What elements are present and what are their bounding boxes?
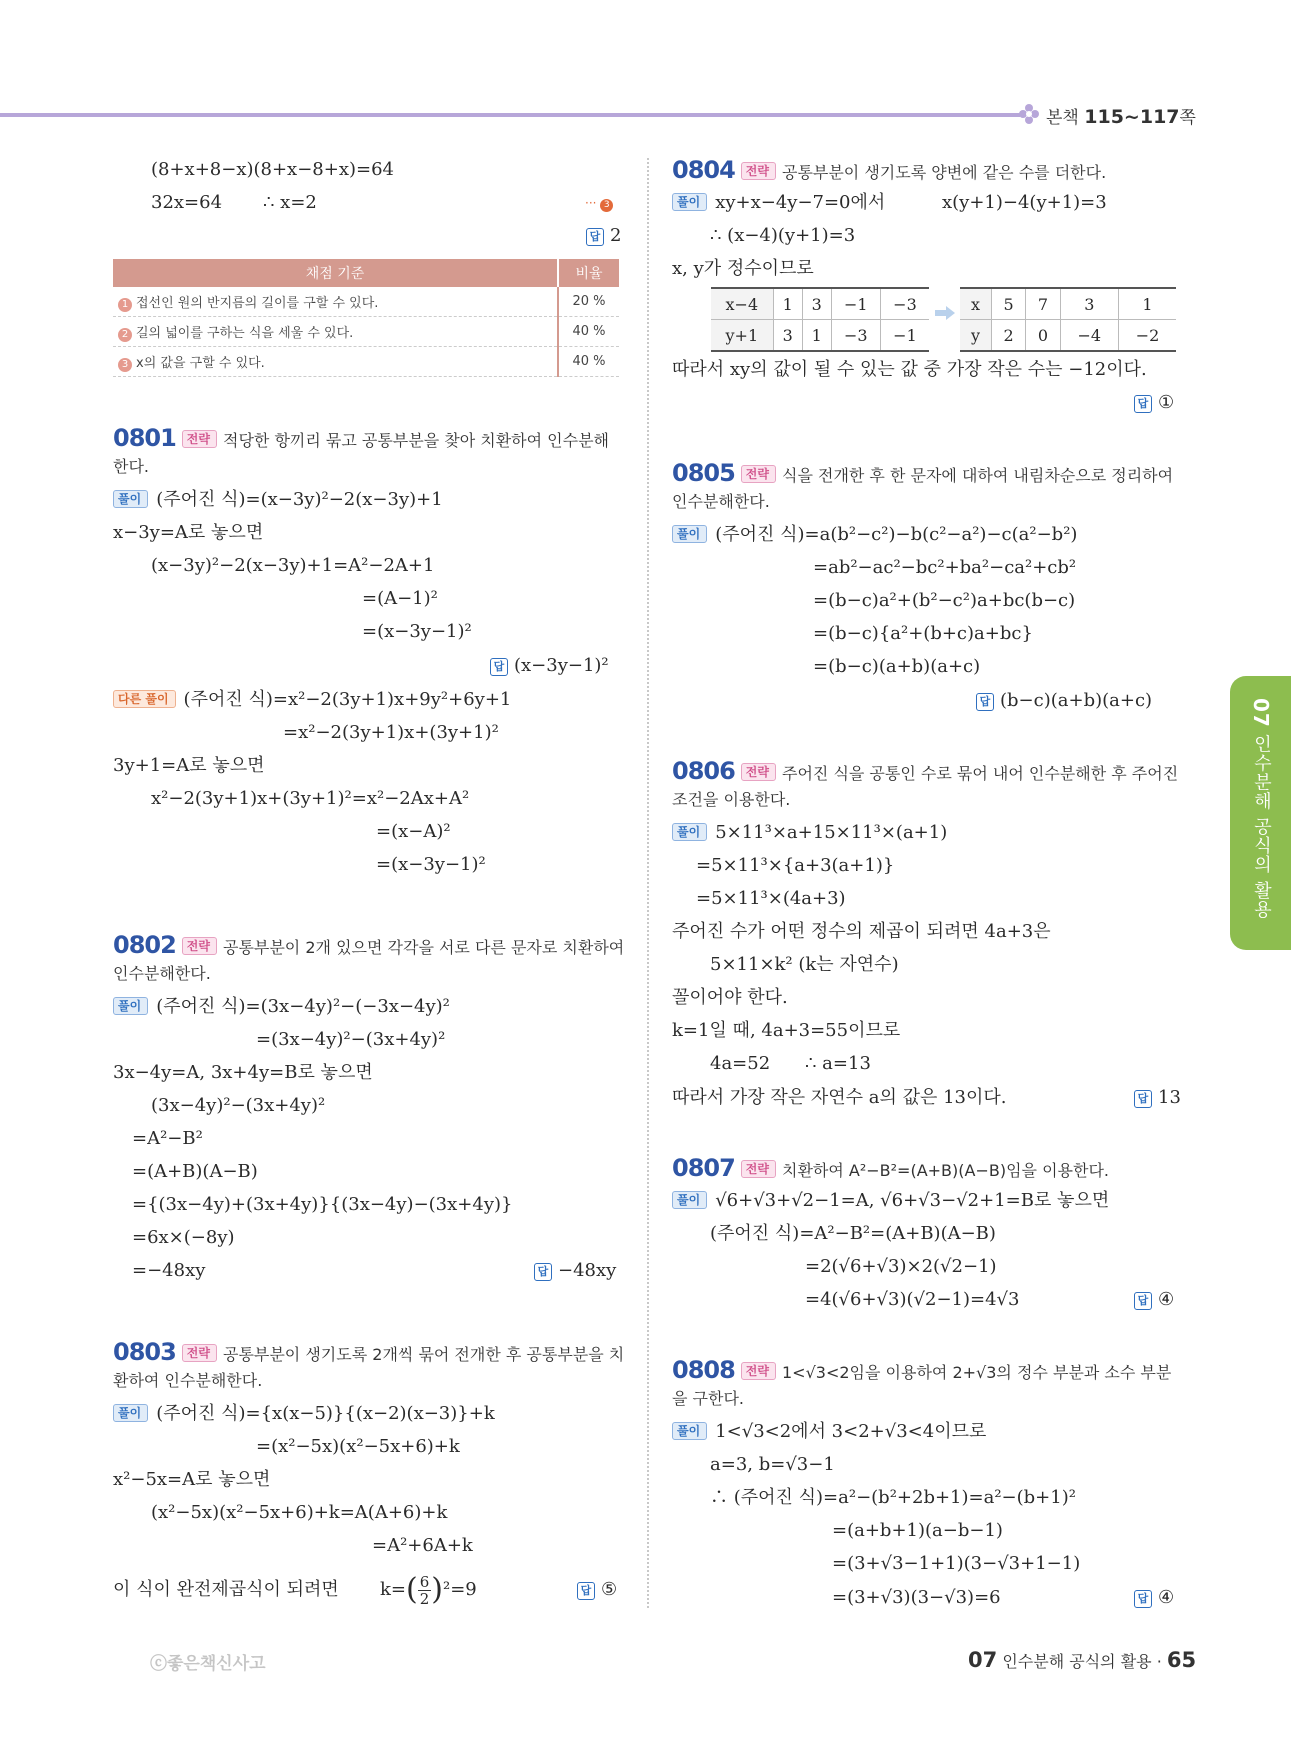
math-line: =A²−B² (132, 1128, 203, 1149)
prev-line-1: (8+x+8−x)(8+x−8+x)=64 (151, 159, 394, 180)
table-cell: 5 (991, 288, 1025, 320)
chapter-side-tab[interactable] (1230, 676, 1291, 950)
answer-icon: 답 (1134, 1090, 1152, 1108)
grading-header-ratio: 비율 (558, 259, 619, 287)
solution-tag: 풀이 (672, 525, 707, 543)
fraction-denominator: 2 (419, 1589, 430, 1608)
strategy-tag: 전략 (741, 1362, 776, 1380)
math-line: =(3+√3)(3−√3)=6 (832, 1587, 1001, 1608)
math-line: =(A+B)(A−B) (132, 1161, 258, 1182)
problem-number: 0805 (672, 459, 735, 487)
footer-separator: · (1156, 1652, 1162, 1671)
math-line: (주어진 식)=A²−B²=(A+B)(A−B) (710, 1223, 996, 1244)
math-line: (x²−5x)(x²−5x+6)+k=A(A+6)+k (151, 1502, 448, 1523)
math-line: =(x²−5x)(x²−5x+6)+k (256, 1436, 460, 1457)
solution-line (672, 523, 1077, 547)
math-line: =4(√6+√3)(√2−1)=4√3 (805, 1289, 1020, 1310)
math-line: xy+x−4y−7=0에서 (715, 192, 886, 213)
math-line: =(A−1)² (362, 588, 438, 609)
table-cell: −4 (1060, 320, 1118, 352)
criteria-text: x의 값을 구할 수 있다. (136, 355, 265, 371)
prev-answer-value: 2 (610, 225, 622, 246)
strategy-text: 주어진 식을 공통인 수로 묶어 내어 인수분해한 후 주어진 (781, 764, 1179, 783)
solution-line (672, 1189, 1109, 1213)
table-row (711, 320, 929, 352)
math-line: 이 식이 완전제곱식이 되려면 (113, 1579, 339, 1600)
math-line: ∴ a=13 (805, 1053, 871, 1074)
other-solution-tag: 다른 풀이 (113, 690, 176, 708)
math-line: =x²−2(3y+1)x+(3y+1)² (283, 722, 499, 743)
solution-tag: 풀이 (113, 997, 148, 1015)
strategy-tag: 전략 (741, 465, 776, 483)
table-cell: −3 (831, 320, 880, 352)
criteria-ratio: 20 % (558, 287, 619, 317)
problem-number: 0808 (672, 1356, 735, 1384)
table-row (113, 317, 619, 347)
arrow-right-icon (933, 305, 957, 321)
table-cell: 1 (802, 320, 831, 352)
problem-number: 0806 (672, 757, 735, 785)
problem-number: 0802 (113, 931, 176, 959)
answer-0805 (976, 689, 1152, 713)
math-line: ∴ (주어진 식)=a²−(b²+2b+1)=a²−(b+1)² (710, 1487, 1076, 1508)
side-tab-label (1248, 698, 1274, 919)
problem-number: 0804 (672, 156, 735, 184)
answer-value: (x−3y−1)² (514, 655, 609, 676)
table-cell: −2 (1119, 320, 1177, 352)
math-line: 5×11×k² (k는 자연수) (710, 954, 899, 975)
k-result: ²=9 (442, 1579, 477, 1600)
answer-icon: 답 (490, 658, 508, 676)
strategy-text-cont: 환하여 인수분해한다. (113, 1371, 263, 1390)
math-line: =(3x−4y)²−(3x+4y)² (256, 1029, 446, 1050)
table-row (113, 347, 619, 377)
solution-line (113, 995, 450, 1019)
criteria-text: 접선인 원의 반지름의 길이를 구할 수 있다. (136, 295, 379, 311)
solution-line (672, 191, 885, 215)
footer-chapter-number: 07 (968, 1648, 998, 1672)
prev-answer (586, 224, 621, 248)
math-line: 따라서 xy의 값이 될 수 있는 값 중 가장 작은 수는 −12이다. (672, 359, 1147, 380)
solution-tag: 풀이 (672, 823, 707, 841)
table-row-header: y+1 (711, 320, 773, 352)
solution-line (113, 1402, 495, 1426)
problem-0807-header (672, 1156, 1109, 1183)
math-line: (3x−4y)²−(3x+4y)² (151, 1095, 326, 1116)
solution-tag: 풀이 (113, 490, 148, 508)
math-line: =(b−c){a²+(b+c)a+bc} (813, 623, 1033, 644)
strategy-text-cont: 한다. (113, 457, 149, 476)
strategy-text: 1<√3<2임을 이용하여 2+√3의 정수 부분과 소수 부분 (781, 1363, 1172, 1382)
problem-0805-header (672, 461, 1173, 488)
problem-0803-header (113, 1340, 624, 1367)
answer-0803 (577, 1578, 617, 1602)
answer-icon: 답 (1134, 395, 1152, 413)
answer-0806 (1134, 1086, 1181, 1110)
criteria-number: 2 (118, 328, 132, 342)
math-line: ={(3x−4y)+(3x+4y)}{(3x−4y)−(3x+4y)} (132, 1194, 513, 1215)
answer-value: ④ (1158, 1289, 1175, 1310)
step-marker (585, 191, 613, 215)
table-cell: 2 (991, 320, 1025, 352)
strategy-text: 적당한 항끼리 묶고 공통부분을 찾아 치환하여 인수분해 (222, 431, 609, 450)
math-line: (주어진 식)=(x−3y)²−2(x−3y)+1 (156, 489, 443, 510)
math-line: =(x−3y−1)² (362, 621, 472, 642)
table-cell: 3 (802, 288, 831, 320)
criteria-number: 1 (118, 298, 132, 312)
math-line: =(b−c)(a+b)(a+c) (813, 656, 981, 677)
math-line: x²−5x=A로 놓으면 (113, 1469, 271, 1490)
solution-line (672, 821, 947, 845)
prev-line-2b: ∴ x=2 (263, 192, 317, 213)
math-line: (주어진 식)=x²−2(3y+1)x+9y²+6y+1 (183, 689, 512, 710)
side-tab-title: 인수분해 공식의 활용 (1251, 734, 1272, 920)
paren-right: ) (431, 1572, 443, 1607)
answer-icon: 답 (1134, 1590, 1152, 1608)
fraction (418, 1574, 432, 1607)
math-line: x(y+1)−4(y+1)=3 (942, 192, 1107, 213)
math-line: =ab²−ac²−bc²+ba²−ca²+cb² (813, 557, 1077, 578)
strategy-text: 공통부분이 생기도록 양변에 같은 수를 더한다. (781, 163, 1107, 182)
math-line: =(x−3y−1)² (376, 854, 486, 875)
footer-chapter-title: 인수분해 공식의 활용 (1002, 1652, 1152, 1671)
criteria-text: 길의 넓이를 구하는 식을 세울 수 있다. (136, 325, 354, 341)
table-row-header: y (960, 320, 991, 352)
k-label: k= (380, 1579, 406, 1600)
step-dots: ··· (585, 196, 597, 210)
column-divider (647, 158, 649, 1608)
table-row (960, 288, 1176, 320)
math-line: 4a=52 (710, 1053, 771, 1074)
table-cell: 0 (1026, 320, 1060, 352)
strategy-tag: 전략 (182, 1344, 217, 1362)
math-line: 주어진 수가 어떤 정수의 제곱이 되려면 4a+3은 (672, 921, 1051, 942)
strategy-text-cont: 인수분해한다. (113, 964, 211, 983)
math-line: x, y가 정수이므로 (672, 258, 814, 279)
answer-0801 (490, 654, 609, 678)
table-cell: −1 (831, 288, 880, 320)
table-cell: −1 (880, 320, 929, 352)
k-formula (380, 1568, 477, 1612)
table-cell: 1 (773, 288, 802, 320)
problem-0801-header (113, 426, 609, 453)
math-line: 5×11³×a+15×11³×(a+1) (715, 822, 948, 843)
strategy-tag: 전략 (182, 430, 217, 448)
answer-value: −48xy (558, 1260, 617, 1281)
math-line: =5×11³×{a+3(a+1)} (696, 855, 895, 876)
table-row (960, 320, 1176, 352)
answer-icon: 답 (976, 693, 994, 711)
math-line: k=1일 때, 4a+3=55이므로 (672, 1020, 901, 1041)
criteria-ratio: 40 % (558, 347, 619, 377)
problem-number: 0803 (113, 1338, 176, 1366)
math-line: =−48xy (132, 1260, 206, 1281)
value-table-1 (711, 287, 929, 352)
flower-icon (1018, 103, 1040, 125)
strategy-text-cont: 조건을 이용한다. (672, 790, 791, 809)
solution-tag: 풀이 (113, 1404, 148, 1422)
math-line: =2(√6+√3)×2(√2−1) (805, 1256, 997, 1277)
math-line: (주어진 식)=a(b²−c²)−b(c²−a²)−c(a²−b²) (715, 524, 1078, 545)
math-line: 3x−4y=A, 3x+4y=B로 놓으면 (113, 1062, 373, 1083)
header-rule (0, 113, 1020, 117)
math-line: =6x×(−8y) (132, 1227, 235, 1248)
problem-0808-header (672, 1358, 1171, 1385)
strategy-text-cont: 인수분해한다. (672, 492, 770, 511)
answer-value: ① (1158, 392, 1175, 413)
answer-value: ④ (1158, 1587, 1175, 1608)
strategy-tag: 전략 (741, 1160, 776, 1178)
answer-value: 13 (1158, 1087, 1181, 1108)
answer-0802 (534, 1259, 616, 1283)
solution-tag: 풀이 (672, 1191, 707, 1209)
answer-0808 (1134, 1586, 1174, 1610)
math-line: (주어진 식)=(3x−4y)²−(−3x−4y)² (156, 996, 450, 1017)
table-row (113, 287, 619, 317)
strategy-text: 치환하여 A²−B²=(A+B)(A−B)임을 이용한다. (781, 1161, 1109, 1180)
page-footer (968, 1648, 1196, 1672)
answer-icon: 답 (577, 1582, 595, 1600)
page-range: 115~117 (1084, 106, 1180, 128)
answer-0807 (1134, 1288, 1174, 1312)
answer-icon: 답 (534, 1263, 552, 1281)
answer-0804 (1134, 391, 1174, 415)
table-row-header: x−4 (711, 288, 773, 320)
math-line: =(3+√3−1+1)(3−√3+1−1) (832, 1553, 1081, 1574)
math-line: (x−3y)²−2(x−3y)+1=A²−2A+1 (151, 555, 435, 576)
table-cell: 1 (1119, 288, 1177, 320)
fraction-numerator: 6 (419, 1572, 430, 1591)
math-line: a=3, b=√3−1 (710, 1454, 835, 1475)
math-line: =A²+6A+k (372, 1535, 473, 1556)
math-line: =5×11³×(4a+3) (696, 888, 846, 909)
table-cell: 3 (1060, 288, 1118, 320)
problem-0806-header (672, 759, 1178, 786)
math-line: x−3y=A로 놓으면 (113, 522, 264, 543)
strategy-tag: 전략 (741, 162, 776, 180)
solution-tag: 풀이 (672, 1422, 707, 1440)
page-number: 65 (1166, 1648, 1197, 1672)
problem-0802-header (113, 933, 624, 960)
table-cell: 3 (773, 320, 802, 352)
table-row (711, 288, 929, 320)
strategy-tag: 전략 (182, 937, 217, 955)
problem-number: 0807 (672, 1154, 735, 1182)
strategy-tag: 전략 (741, 763, 776, 781)
solution-line (113, 488, 443, 512)
table-cell: −3 (880, 288, 929, 320)
math-line: 3y+1=A로 놓으면 (113, 755, 265, 776)
criteria-number: 3 (118, 358, 132, 372)
answer-icon: 답 (1134, 1292, 1152, 1310)
strategy-text: 공통부분이 2개 있으면 각각을 서로 다른 문자로 치환하여 (222, 938, 625, 957)
math-line: =(x−A)² (376, 821, 451, 842)
answer-value: ⑤ (601, 1579, 618, 1600)
answer-value: (b−c)(a+b)(a+c) (1000, 690, 1153, 711)
math-line: 따라서 가장 작은 자연수 a의 값은 13이다. (672, 1087, 1007, 1108)
math-line: 1<√3<2에서 3<2+√3<4이므로 (715, 1421, 987, 1442)
solution-line (672, 1420, 986, 1444)
math-line: =(a+b+1)(a−b−1) (832, 1520, 1003, 1541)
problem-number: 0801 (113, 424, 176, 452)
table-cell: 7 (1026, 288, 1060, 320)
math-line: 꼴이어야 한다. (672, 987, 788, 1008)
criteria-ratio: 40 % (558, 317, 619, 347)
answer-icon: 답 (586, 228, 604, 246)
paren-left: ( (406, 1572, 418, 1607)
strategy-text-cont: 을 구한다. (672, 1389, 744, 1408)
value-table-2 (960, 287, 1176, 352)
side-tab-number: 07 (1249, 698, 1273, 728)
math-line: √6+√3+√2−1=A, √6+√3−√2+1=B로 놓으면 (715, 1190, 1110, 1211)
alt-solution-line (113, 688, 511, 712)
math-line: ∴ (x−4)(y+1)=3 (710, 225, 856, 246)
strategy-text: 공통부분이 생기도록 2개씩 묶어 전개한 후 공통부분을 치 (222, 1345, 625, 1364)
problem-0804-header (672, 158, 1106, 185)
strategy-text: 식을 전개한 후 한 문자에 대하여 내림차순으로 정리하여 (781, 466, 1174, 485)
grading-header-criteria: 채점 기준 (113, 259, 558, 287)
math-line: x²−2(3y+1)x+(3y+1)²=x²−2Ax+A² (151, 788, 470, 809)
copyright: ⓒ좋은책신사고 (150, 1654, 266, 1674)
math-line: =(b−c)a²+(b²−c²)a+bc(b−c) (813, 590, 1076, 611)
prev-line-2a: 32x=64 (151, 192, 223, 213)
book-label: 본책 (1046, 108, 1079, 128)
solution-tag: 풀이 (672, 193, 707, 211)
page-suffix: 쪽 (1179, 108, 1196, 128)
step-number: 3 (600, 199, 613, 212)
grading-table (113, 259, 619, 377)
table-row-header: x (960, 288, 991, 320)
math-line: (주어진 식)={x(x−5)}{(x−2)(x−3)}+k (156, 1403, 495, 1424)
page-reference (1046, 103, 1196, 128)
